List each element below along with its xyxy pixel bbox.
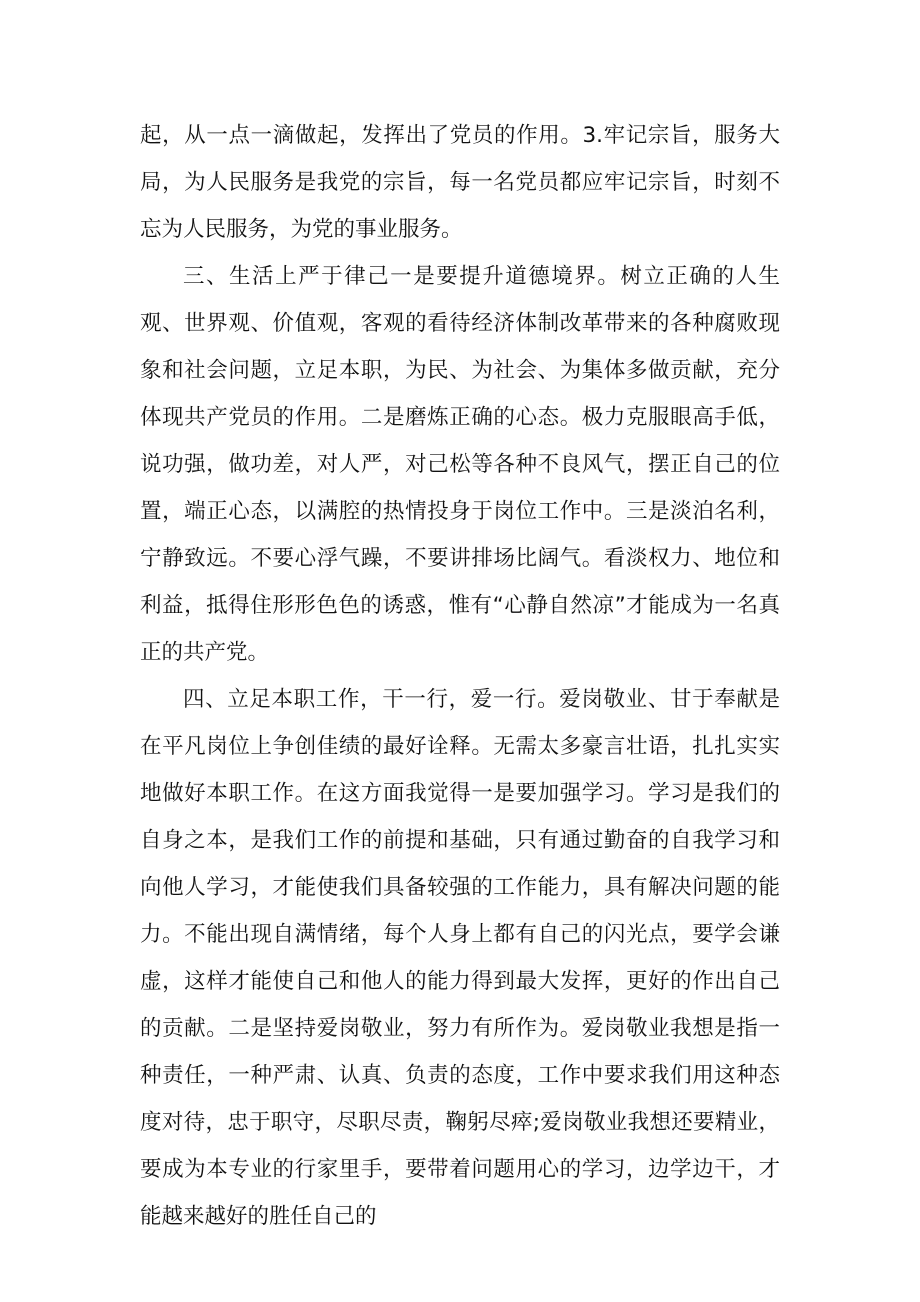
- paragraph-1: 起，从一点一滴做起，发挥出了党员的作用。3.牢记宗旨，服务大局，为人民服务是我党的宗旨，每一名党员都应牢记宗旨，时刻不忘为人民服务，为党的事业服务。: [140, 123, 780, 242]
- document-body: [140, 112, 780, 1240]
- paragraph-2: 三、生活上严于律己一是要提升道德境界。树立正确的人生观、世界观、价值观，客观的看待经济体制改革带来的各种腐败现象和社会问题，立足本职，为民、为社会、为集体多做贡献，充分体现共产党员的作用。二是磨炼正确的心态。极力克服眼高手低，说功强，做功差，对人严，对己松等各种不良风气，摆正自己的位置，端正心态，以满腔的热情投身于岗位工作中。三是淡泊名利，宁静致远。不要心浮气躁，不要讲排场比阔气。看淡权力、地位和利益，抵得住形形色色的诱惑，惟有“心静自然凉”才能成为一名真正的共产党。: [140, 264, 780, 665]
- paragraph-3: 四、立足本职工作，干一行，爱一行。爱岗敬业、甘于奉献是在平凡岗位上争创佳绩的最好诠释。无需太多豪言壮语，扎扎实实地做好本职工作。在这方面我觉得一是要加强学习。学习是我们的自身之本，是我们工作的前提和基础，只有通过勤奋的自我学习和向他人学习，才能使我们具备较强的工作能力，具有解决问题的能力。不能出现自满情绪，每个人身上都有自己的闪光点，要学会谦虚，这样才能使自己和他人的能力得到最大发挥，更好的作出自己的贡献。二是坚持爱岗敬业，努力有所作为。爱岗敬业我想是指一种责任，一种严肃、认真、负责的态度，工作中要求我们用这种态度对待，忠于职守，尽职尽责，鞠躬尽瘁;爱岗敬业我想还要精业，要成为本专业的行家里手，要带着问题用心的学习，边学边干，才能越来越好的胜任自己的: [140, 687, 780, 1229]
